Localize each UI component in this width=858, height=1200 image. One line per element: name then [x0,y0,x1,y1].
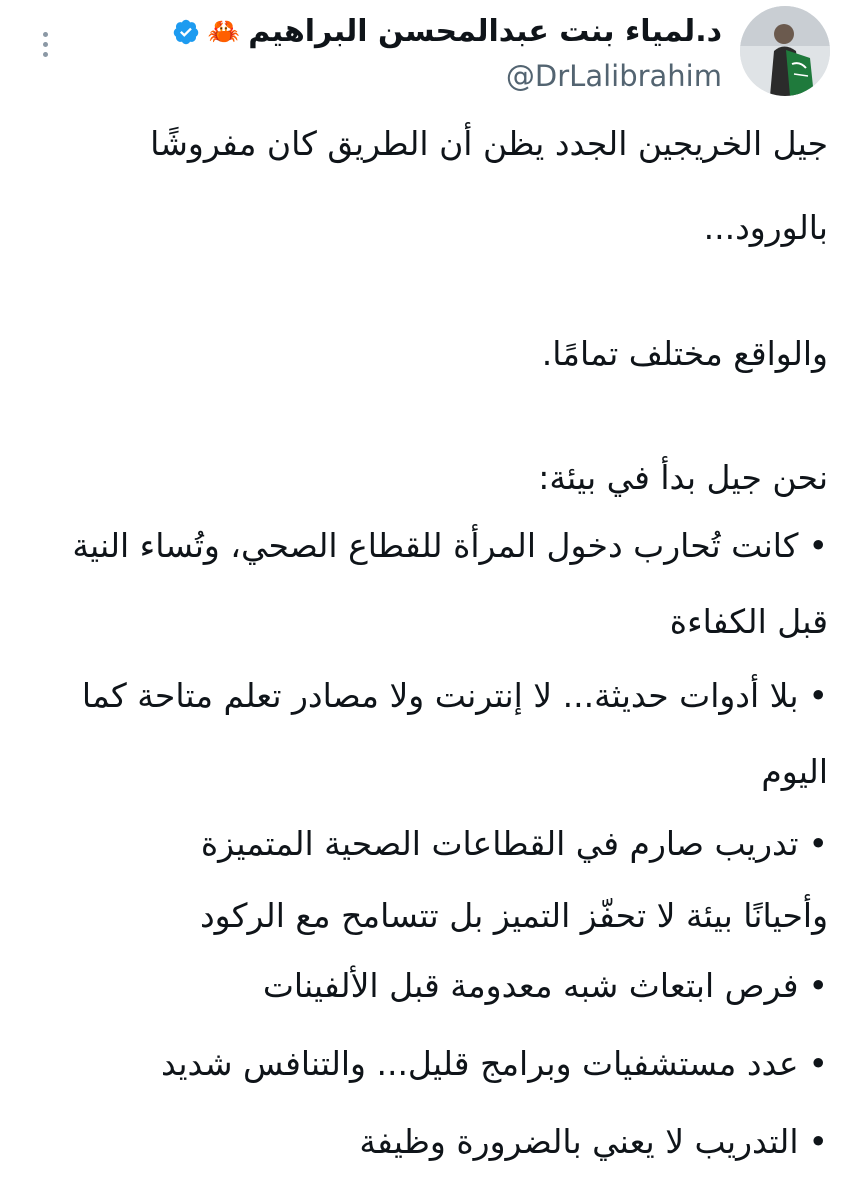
more-vertical-icon [43,32,48,37]
more-options-button[interactable] [30,24,60,64]
bullet-marker: • [808,1122,828,1161]
author-identity[interactable] [162,12,722,94]
bullet-text: كانت تُحارب دخول المرأة للقطاع الصحي، وتُساء النية [72,526,799,565]
bullet-marker: • [808,966,828,1005]
bullet-text: فرص ابتعاث شبه معدومة قبل الألفينات [262,966,799,1005]
bullet-marker: • [808,676,828,715]
author-display-name[interactable]: د.لمياء بنت عبدالمحسن البراهيم [248,14,722,49]
author-avatar[interactable] [740,6,830,96]
author-handle[interactable]: @DrLalibrahim [505,59,722,93]
author-name-row [162,12,722,52]
bullet-marker: • [808,1044,828,1083]
bullet-text: بلا أدوات حديثة... لا إنترنت ولا مصادر تعلم متاحة كما [81,676,799,715]
tweet-header [0,0,858,112]
bullet-marker: • [808,824,828,863]
bullet-text: تدريب صارم في القطاعات الصحية المتميزة [200,824,799,863]
bullet-text: عدد مستشفيات وبرامج قليل... والتنافس شديد [161,1044,799,1083]
verified-badge-icon [172,18,200,46]
bullet-text: التدريب لا يعني بالضرورة وظيفة [359,1122,799,1161]
crab-emoji-icon: 🦀 [207,17,241,47]
more-vertical-icon-dot [43,42,48,47]
bullet-marker: • [808,526,828,565]
avatar-image [740,6,830,96]
more-vertical-icon-dot [43,52,48,57]
